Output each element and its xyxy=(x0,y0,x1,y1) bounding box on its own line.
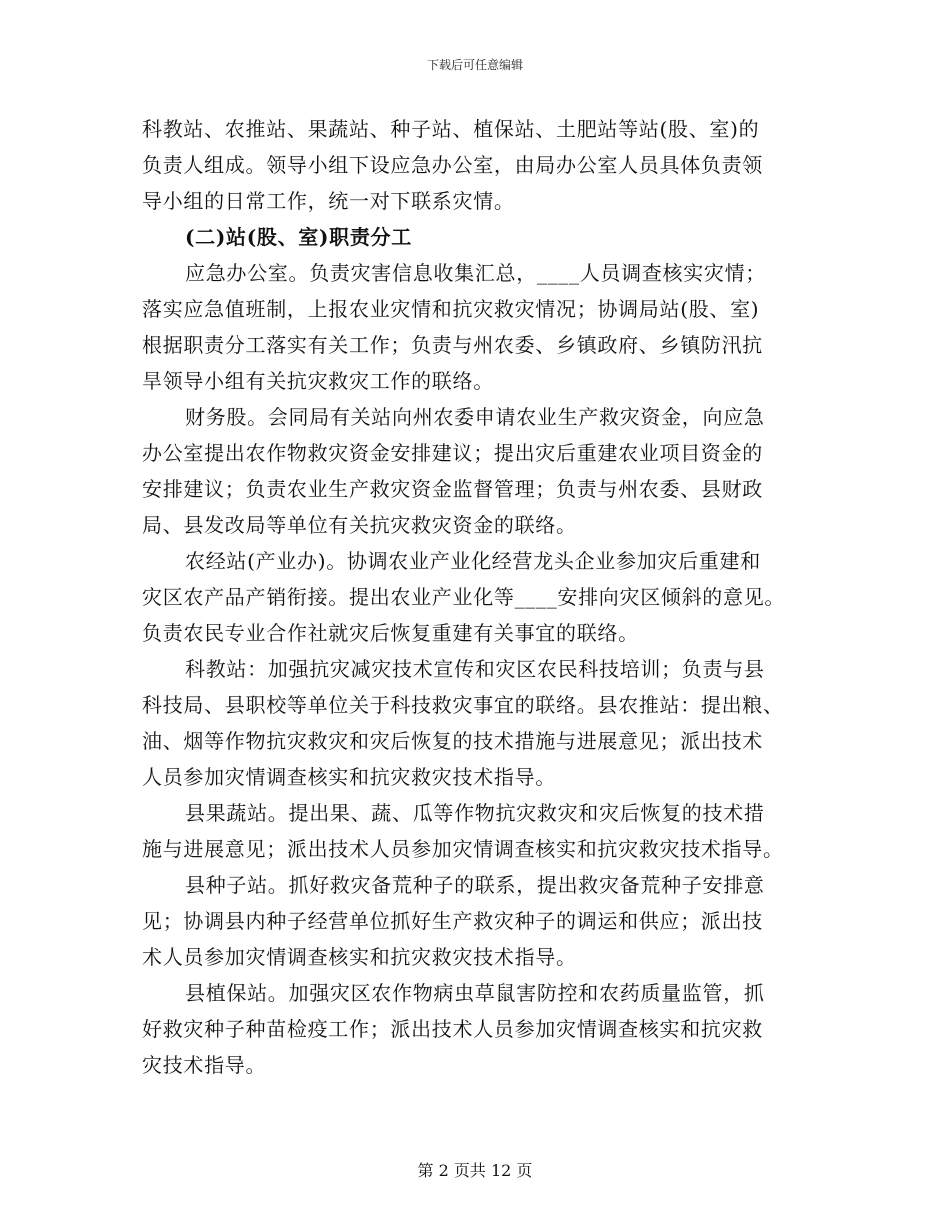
text-line: 科技局、县职校等单位关于科技救灾事宜的联络。县农推站：提出粮、 xyxy=(142,693,784,717)
text-line: 导小组的日常工作，统一对下联系灾情。 xyxy=(142,189,515,213)
text-line: 农经站(产业办)。协调农业产业化经营龙头企业参加灾后重建和 xyxy=(185,549,761,573)
text-line: 见；协调县内种子经营单位抓好生产救灾种子的调运和供应；派出技 xyxy=(142,909,763,933)
text-line: 应急办公室。负责灾害信息收集汇总，____人员调查核实灾情； xyxy=(185,261,766,285)
text-line: 县果蔬站。提出果、蔬、瓜等作物抗灾救灾和灾后恢复的技术措 xyxy=(185,801,765,825)
text-line: 灾技术指导。 xyxy=(142,1053,267,1077)
text-line: 县种子站。抓好救灾备荒种子的联系，提出救灾备荒种子安排意 xyxy=(185,873,765,897)
text-line: 人员参加灾情调查核实和抗灾救灾技术指导。 xyxy=(142,765,556,789)
text-line: 旱领导小组有关抗灾救灾工作的联络。 xyxy=(142,369,494,393)
paragraph xyxy=(142,111,808,219)
text-line: 安排建议；负责农业生产救灾资金监督管理；负责与州农委、县财政 xyxy=(142,477,763,501)
text-line: 科教站：加强抗灾减灾技术宣传和灾区农民科技培训；负责与县 xyxy=(185,657,765,681)
paragraph xyxy=(142,795,808,867)
text-line: 县植保站。加强灾区农作物病虫草鼠害防控和农药质量监管，抓 xyxy=(185,981,765,1005)
text-line: 负责人组成。领导小组下设应急办公室，由局办公室人员具体负责领 xyxy=(142,153,763,177)
document-body xyxy=(142,111,808,1083)
text-line: 办公室提出农作物救灾资金安排建议；提出灾后重建农业项目资金的 xyxy=(142,441,763,465)
text-line: 灾区农产品产销衔接。提出农业产业化等____安排向灾区倾斜的意见。 xyxy=(142,585,786,609)
text-line: 根据职责分工落实有关工作；负责与州农委、乡镇政府、乡镇防汛抗 xyxy=(142,333,763,357)
paragraph xyxy=(142,867,808,975)
text-line: 术人员参加灾情调查核实和抗灾救灾技术指导。 xyxy=(142,945,577,969)
paragraph xyxy=(142,651,808,795)
page-header: 下载后可任意编辑 xyxy=(426,58,523,72)
text-line: 施与进展意见；派出技术人员参加灾情调查核实和抗灾救灾技术指导。 xyxy=(142,837,784,861)
page-footer: 第 2 页共 12 页 xyxy=(417,1161,533,1180)
paragraph xyxy=(142,399,808,543)
text-line: 科教站、农推站、果蔬站、种子站、植保站、土肥站等站(股、室)的 xyxy=(142,117,760,141)
text-line: 好救灾种子种苗检疫工作；派出技术人员参加灾情调查核实和抗灾救 xyxy=(142,1017,763,1041)
text-line: (二)站(股、室)职责分工 xyxy=(185,225,412,249)
text-line: 财务股。会同局有关站向州农委申请农业生产救灾资金，向应急 xyxy=(185,405,765,429)
paragraph xyxy=(142,543,808,651)
paragraph xyxy=(142,975,808,1083)
text-line: 负责农民专业合作社就灾后恢复重建有关事宜的联络。 xyxy=(142,621,639,645)
text-line: 落实应急值班制，上报农业灾情和抗灾救灾情况；协调局站(股、室) xyxy=(142,297,760,321)
text-line: 局、县发改局等单位有关抗灾救灾资金的联络。 xyxy=(142,513,577,537)
paragraph xyxy=(142,255,808,399)
text-line: 油、烟等作物抗灾救灾和灾后恢复的技术措施与进展意见；派出技术 xyxy=(142,729,763,753)
section-heading xyxy=(142,219,808,255)
